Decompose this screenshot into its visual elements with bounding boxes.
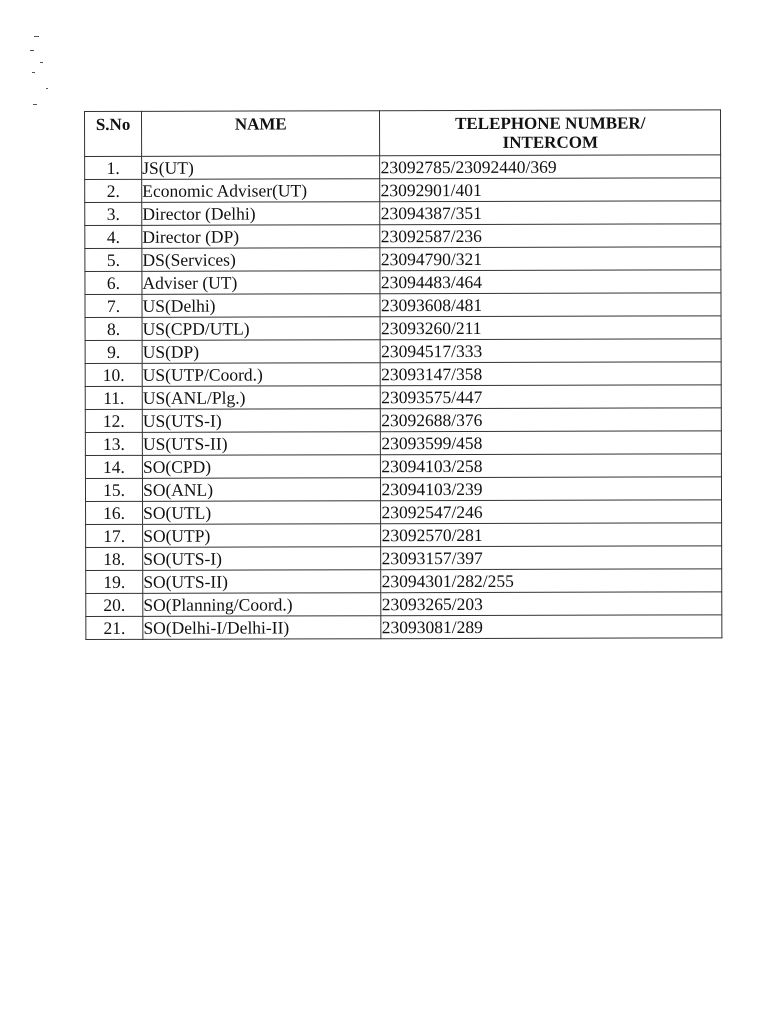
row-telephone: 23092547/246: [381, 500, 722, 524]
table-row: [86, 615, 722, 640]
table-row: [85, 178, 721, 203]
table-row: [85, 316, 721, 341]
row-telephone: 23094103/239: [381, 477, 722, 501]
table-row: [86, 592, 722, 617]
table-body: [85, 155, 722, 640]
row-sno: 8.: [85, 317, 142, 340]
row-name: US(CPD/UTL): [142, 317, 380, 341]
row-sno: 16.: [86, 501, 143, 524]
row-name: SO(UTL): [143, 501, 381, 525]
row-sno: 21.: [86, 616, 143, 639]
row-sno: 10.: [85, 363, 142, 386]
scan-speck: [46, 88, 48, 89]
row-sno: 5.: [85, 248, 142, 271]
row-sno: 20.: [86, 593, 143, 616]
table-row: [86, 546, 722, 571]
row-telephone: 23094301/282/255: [381, 569, 722, 593]
row-name: SO(CPD): [142, 455, 380, 479]
row-telephone: 23093599/458: [381, 431, 722, 455]
table-header-row: [85, 110, 721, 157]
row-name: SO(UTP): [143, 524, 381, 548]
row-telephone: 23094103/258: [381, 454, 722, 478]
row-telephone: 23093608/481: [380, 293, 721, 317]
scan-speck: [33, 104, 37, 105]
row-telephone: 23094790/321: [380, 247, 721, 271]
row-sno: 4.: [85, 225, 142, 248]
row-name: SO(UTS-II): [143, 570, 381, 594]
row-sno: 1.: [85, 156, 142, 179]
row-name: US(DP): [142, 340, 380, 364]
scan-speck: [32, 72, 35, 73]
table-row: [85, 454, 721, 479]
table-row: [85, 408, 721, 433]
table-row: [85, 155, 721, 180]
row-sno: 2.: [85, 179, 142, 202]
row-sno: 3.: [85, 202, 142, 225]
row-name: US(UTS-II): [142, 432, 380, 456]
row-telephone: 23093265/203: [381, 592, 722, 616]
row-name: SO(Planning/Coord.): [143, 593, 381, 617]
table-row: [86, 569, 722, 594]
table-row: [86, 523, 722, 548]
row-telephone: 23093157/397: [381, 546, 722, 570]
table-row: [85, 247, 721, 272]
row-telephone: 23093260/211: [380, 316, 721, 340]
row-name: US(Delhi): [142, 294, 380, 318]
row-name: Adviser (UT): [142, 271, 380, 295]
row-name: Economic Adviser(UT): [142, 179, 380, 203]
row-sno: 18.: [86, 547, 143, 570]
row-sno: 14.: [85, 455, 142, 478]
row-name: SO(Delhi-I/Delhi-II): [143, 616, 381, 640]
table-row: [85, 477, 721, 502]
table-row: [85, 431, 721, 456]
scan-speck: [40, 62, 43, 63]
row-telephone: 23094517/333: [381, 339, 722, 363]
telephone-directory-table: [84, 109, 722, 640]
header-telephone-line2: INTERCOM: [502, 132, 599, 152]
row-name: SO(ANL): [143, 478, 381, 502]
header-telephone-line1: TELEPHONE NUMBER/: [455, 113, 646, 134]
row-telephone: 23092901/401: [380, 178, 721, 202]
row-name: Director (Delhi): [142, 202, 380, 226]
row-sno: 12.: [85, 409, 142, 432]
row-telephone: 23094483/464: [380, 270, 721, 294]
row-sno: 7.: [85, 294, 142, 317]
row-name: US(ANL/Plg.): [142, 386, 380, 410]
row-telephone: 23092785/23092440/369: [380, 155, 721, 179]
row-telephone: 23092587/236: [380, 224, 721, 248]
row-sno: 6.: [85, 271, 142, 294]
row-sno: 15.: [85, 478, 142, 501]
table-row: [85, 385, 721, 410]
table-row: [85, 270, 721, 295]
row-name: DS(Services): [142, 248, 380, 272]
scan-speck: [30, 50, 34, 51]
header-sno: S.No: [85, 111, 142, 156]
row-telephone: 23092570/281: [381, 523, 722, 547]
row-sno: 9.: [85, 340, 142, 363]
row-sno: 17.: [86, 524, 143, 547]
table-row: [85, 339, 721, 364]
row-telephone: 23093147/358: [381, 362, 722, 386]
row-telephone: 23093575/447: [381, 385, 722, 409]
scan-specks: [28, 28, 58, 118]
row-name: US(UTP/Coord.): [142, 363, 380, 387]
scan-speck: [34, 36, 39, 37]
row-name: JS(UT): [142, 156, 380, 180]
table-row: [85, 362, 721, 387]
table-row: [85, 224, 721, 249]
row-sno: 11.: [85, 386, 142, 409]
row-telephone: 23093081/289: [381, 615, 722, 639]
row-name: SO(UTS-I): [143, 547, 381, 571]
row-telephone: 23094387/351: [380, 201, 721, 225]
table-row: [85, 293, 721, 318]
table-row: [85, 201, 721, 226]
row-telephone: 23092688/376: [381, 408, 722, 432]
header-name: NAME: [142, 111, 380, 157]
row-name: US(UTS-I): [142, 409, 380, 433]
header-telephone: [380, 110, 721, 156]
row-name: Director (DP): [142, 225, 380, 249]
row-sno: 13.: [85, 432, 142, 455]
row-sno: 19.: [86, 570, 143, 593]
table-row: [86, 500, 722, 525]
